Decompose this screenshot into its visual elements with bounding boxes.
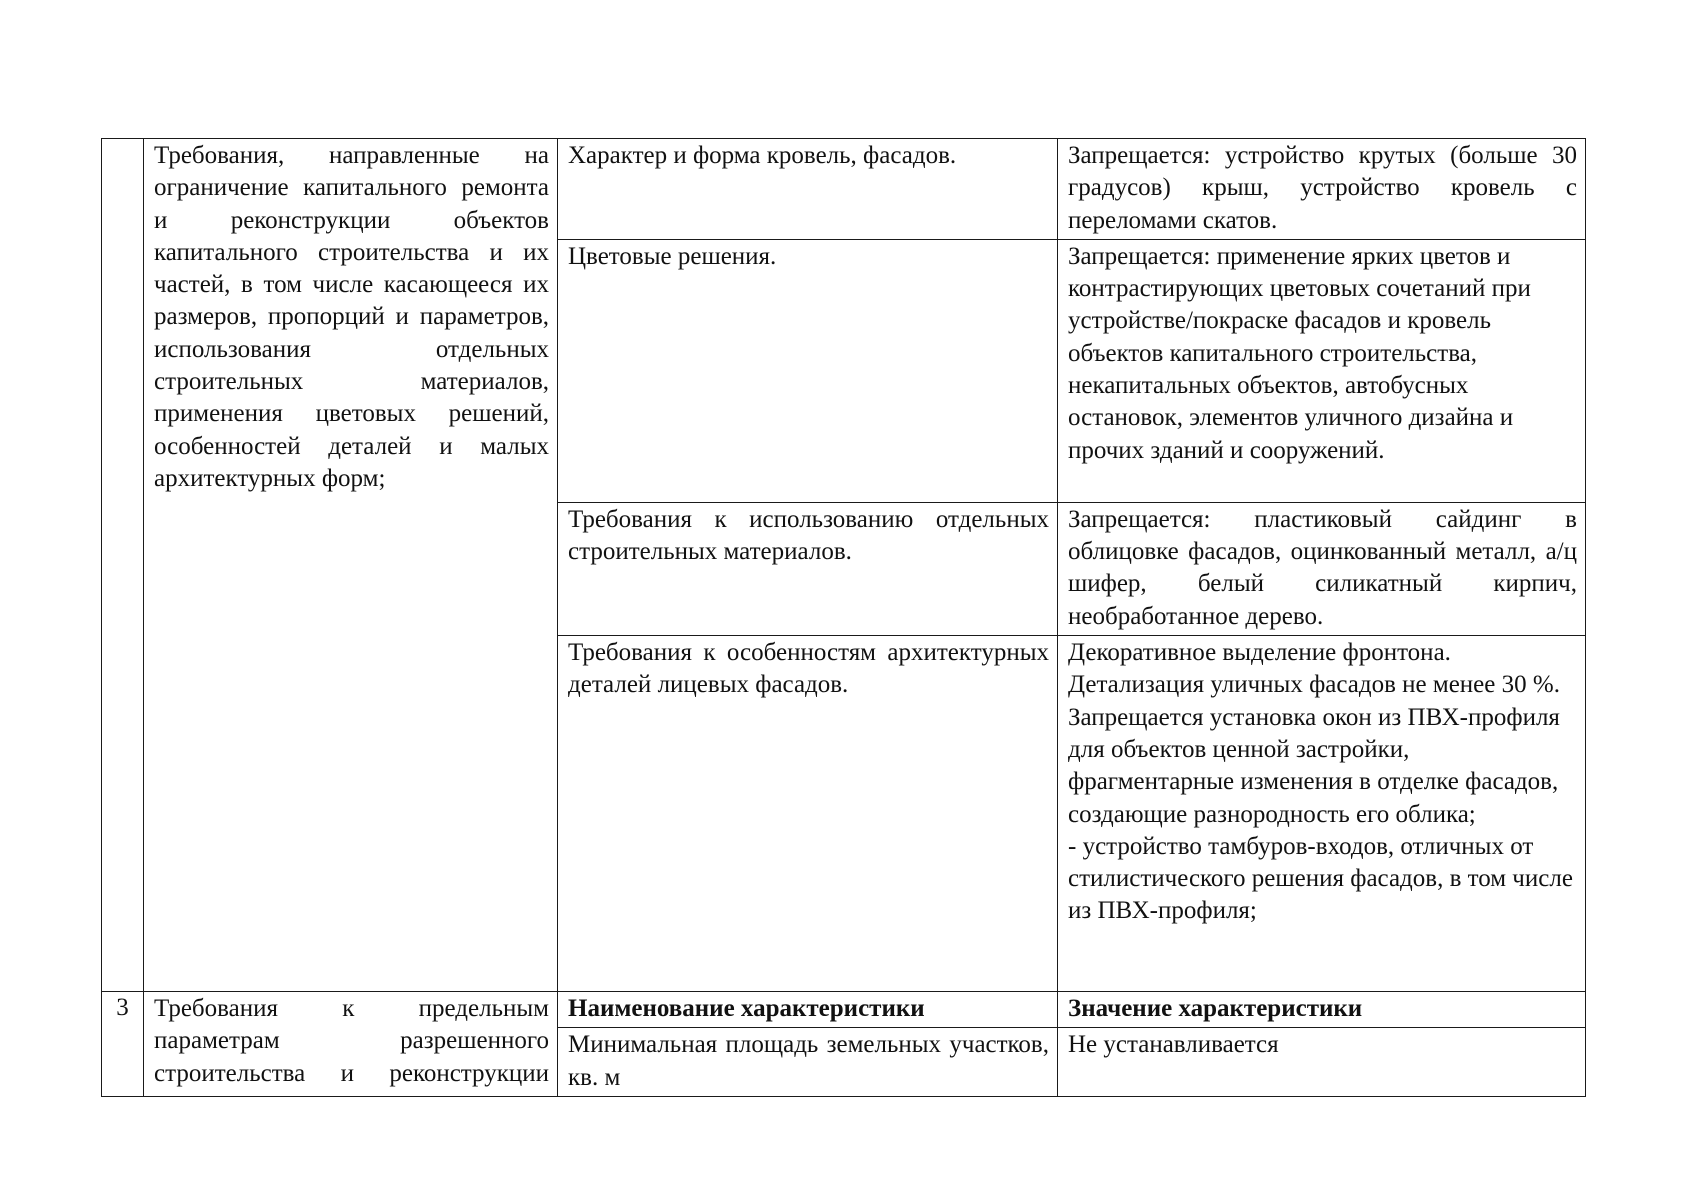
- requirement-cell: Требования, направленные на ограничение капитального ремонта и реконструкции объектов капитального строительства и их частей, в том числе касающееся их размеров, пропорций и параметров, использования отдельных строительных материалов, применения цветовых решений, особенностей деталей и малых архитектурных форм;: [144, 139, 558, 992]
- requirements-table: [101, 138, 1586, 1097]
- value-paragraph: - устройство тамбуров-входов, отличных от стилистического решения фасадов, в том числе из ПВХ-профиля;: [1068, 832, 1573, 925]
- table-row: [102, 992, 1586, 1028]
- value-cell: Запрещается: устройство крутых (больше 30 градусов) крыш, устройство кровель с переломами скатов.: [1058, 139, 1586, 240]
- row-number-cell: 3: [102, 992, 144, 1097]
- value-cell: Запрещается: пластиковый сайдинг в облицовке фасадов, оцинкованный металл, а/ц шифер, белый силикатный кирпич, необработанное дерево.: [1058, 502, 1586, 635]
- characteristic-cell: Цветовые решения.: [558, 239, 1058, 502]
- row-number-cell: [102, 139, 144, 992]
- column-header-value: Значение характеристики: [1058, 992, 1586, 1028]
- requirement-text: Требования к предельным параметрам разрешенного строительства и реконструкции: [154, 995, 549, 1087]
- value-cell: Не устанавливается: [1058, 1028, 1586, 1097]
- characteristic-cell: Требования к особенностям архитектурных деталей лицевых фасадов.: [558, 636, 1058, 992]
- value-paragraph: Декоративное выделение фронтона.: [1068, 639, 1451, 667]
- characteristic-cell: Характер и форма кровель, фасадов.: [558, 139, 1058, 240]
- value-paragraph: Запрещается установка окон из ПВХ-профиля для объектов ценной застройки, фрагментарные изменения в отделке фасадов, создающие разнородность его облика;: [1068, 703, 1560, 828]
- characteristic-cell: Требования к использованию отдельных строительных материалов.: [558, 502, 1058, 635]
- value-cell: [1058, 636, 1586, 992]
- value-cell: Запрещается: применение ярких цветов и контрастирующих цветовых сочетаний при устройстве/покраске фасадов и кровель объектов капитального строительства, некапитальных объектов, автобусных остановок, элементов уличного дизайна и прочих зданий и сооружений.: [1058, 239, 1586, 502]
- characteristic-cell: Минимальная площадь земельных участков, кв. м: [558, 1028, 1058, 1097]
- value-paragraph: Детализация уличных фасадов не менее 30 %.: [1068, 671, 1560, 699]
- column-header-characteristic: Наименование характеристики: [558, 992, 1058, 1028]
- table-row: [102, 139, 1586, 240]
- requirement-cell: [144, 992, 558, 1097]
